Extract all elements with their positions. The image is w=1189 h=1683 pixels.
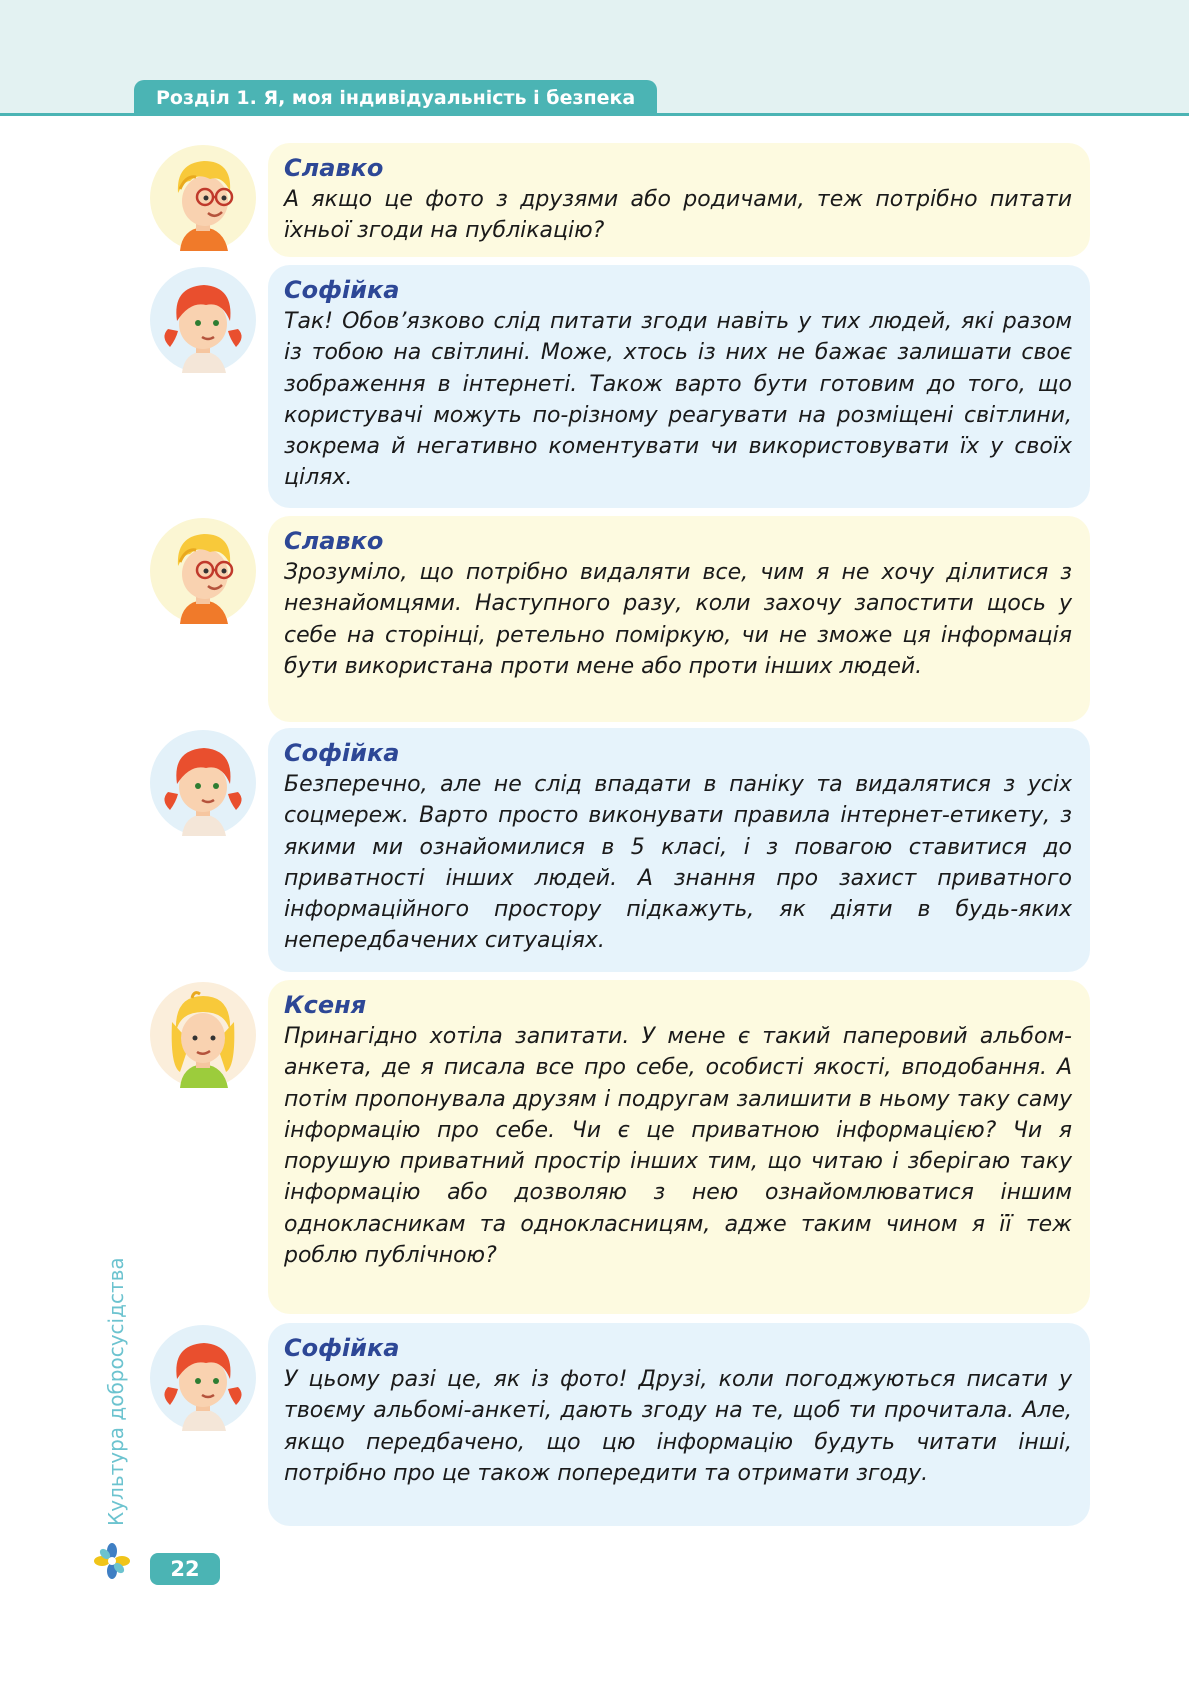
flower-icon <box>94 1543 130 1579</box>
speech-bubble <box>268 1323 1090 1526</box>
speech-text: Так! Обов’язково слід питати згоди навіть у тих людей, які разом із тобою на світлині. Може, хтось із них не бажає залишати своє зображення в інтернеті. Також варто бути готовим до того, що користувачі можуть по-різному реагувати на розміщені світлини, зокрема й негативно коментувати чи використовувати їх у своїх цілях. <box>284 309 1072 491</box>
speech-bubble <box>268 265 1090 508</box>
speech-text: Зрозуміло, що потрібно видаляти все, чим я не хочу ділитися з незнайомцями. Наступного разу, коли захочу запостити щось у себе на сторінці, ретельно поміркую, чи не зможе ця інформація бути використана проти мене або проти інших людей. <box>284 560 1072 679</box>
dialog-entry <box>0 143 1189 257</box>
dialog-entry <box>0 1323 1189 1526</box>
speech-text: Безперечно, але не слід впадати в паніку та видалятися з усіх соцмереж. Варто просто виконувати правила інтернет-етикету, з якими ми ознайомилися в 5 класі, і з повагою ставитися до приватності інших людей. А знання про захист приватного інформаційного простору підкажуть, як діяти в будь-яких непередбачених ситуаціях. <box>284 772 1072 954</box>
speech-bubble <box>268 143 1090 257</box>
dialog-entry <box>0 265 1189 508</box>
avatar-blonde-girl <box>150 982 256 1088</box>
speech-text: А якщо це фото з друзями або родичами, теж потрібно питати їхньої згоди на публікацію? <box>284 187 1072 244</box>
avatar-boy-with-glasses <box>150 518 256 624</box>
avatar-red-haired-girl <box>150 267 256 373</box>
speaker-name: Софійка <box>284 1334 400 1362</box>
avatar-red-haired-girl <box>150 730 256 836</box>
dialog-entry <box>0 980 1189 1314</box>
page-number: 22 <box>150 1553 220 1585</box>
speech-text: У цьому разі це, як із фото! Друзі, коли погоджуються писати у твоєму альбомі-анкеті, дають згоду на те, щоб ти прочитала. Але, якщо передбачено, що цю інформацію будуть читати інші, потрібно про це також попередити та отримати згоду. <box>284 1367 1072 1486</box>
speaker-name: Славко <box>284 527 384 555</box>
speaker-name: Софійка <box>284 276 400 304</box>
speech-text: Принагідно хотіла запитати. У мене є такий паперовий альбом-анкета, де я писала все про себе, особисті якості, вподобання. А потім пропонувала друзям і подругам залишити в ньому таку саму інформацію про себе. Чи є це приватною інформацією? Чи я порушую приватний простір інших тим, що читаю і зберігаю таку інформацію або дозволяю з нею ознайомлюватися іншим однокласникам та однокласницям, адже таким чином я її теж роблю публічною? <box>284 1024 1072 1269</box>
speaker-name: Славко <box>284 154 384 182</box>
dialog-entry <box>0 728 1189 972</box>
sidebar-book-title-text: Культура добросусідства <box>104 1257 128 1526</box>
speech-bubble <box>268 728 1090 972</box>
speech-bubble <box>268 980 1090 1314</box>
section-label: Розділ 1. Я, моя індивідуальність і безпека <box>134 80 657 116</box>
speech-bubble <box>268 516 1090 722</box>
avatar-boy-with-glasses <box>150 145 256 251</box>
dialog-entry <box>0 516 1189 722</box>
avatar-red-haired-girl <box>150 1325 256 1431</box>
speaker-name: Ксеня <box>284 991 367 1019</box>
speaker-name: Софійка <box>284 739 400 767</box>
